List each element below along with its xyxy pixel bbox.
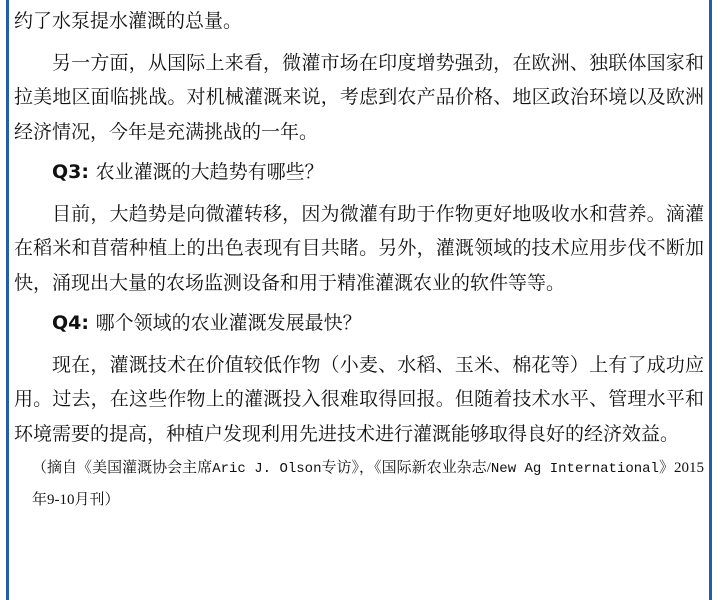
question-q4-label: Q4: <box>52 312 89 334</box>
question-q4-text: 哪个领域的农业灌溉发展最快？ <box>95 312 362 334</box>
paragraph-continued: 约了水泵提水灌溉的总量。 <box>14 10 243 32</box>
source-prefix: （摘自《美国灌溉协会主席 <box>32 460 213 476</box>
question-q3 <box>14 155 704 190</box>
source-person-name: Aric J. Olson <box>212 461 322 477</box>
question-q3-text: 农业灌溉的大趋势有哪些？ <box>95 161 324 183</box>
paragraph-fastest-field: 现在，灌溉技术在价值较低作物（小麦、水稻、玉米、棉花等）上有了成功应用。过去，在这些作物上的灌溉投入很难取得回报。但随着技术水平、管理水平和环境需要的提高，种植户发现利用先进技术进行灌溉能够取得良好的经济效益。 <box>14 353 704 445</box>
question-q4 <box>14 306 704 341</box>
paragraph-international-market: 另一方面，从国际上来看，微灌市场在印度增势强劲，在欧洲、独联体国家和拉美地区面临挑战。对机械灌溉来说，考虑到农产品价格、地区政治环境以及欧洲经济情况，今年是充满挑战的一年。 <box>14 51 704 143</box>
source-suffix: 》2015年9-10月刊） <box>32 460 705 508</box>
question-q3-label: Q3: <box>52 161 89 183</box>
article-body <box>14 4 704 516</box>
source-journal-english: New Ag International <box>490 461 659 477</box>
source-middle: 专访》，《国际新农业杂志/ <box>321 460 491 476</box>
source-citation <box>14 453 704 516</box>
paragraph-trends: 目前，大趋势是向微灌转移，因为微灌有助于作物更好地吸收水和营养。滴灌在稻米和苜蓿种植上的出色表现有目共睹。另外，灌溉领域的技术应用步伐不断加快，涌现出大量的农场监测设备和用于精准灌溉农业的软件等等。 <box>14 202 704 294</box>
